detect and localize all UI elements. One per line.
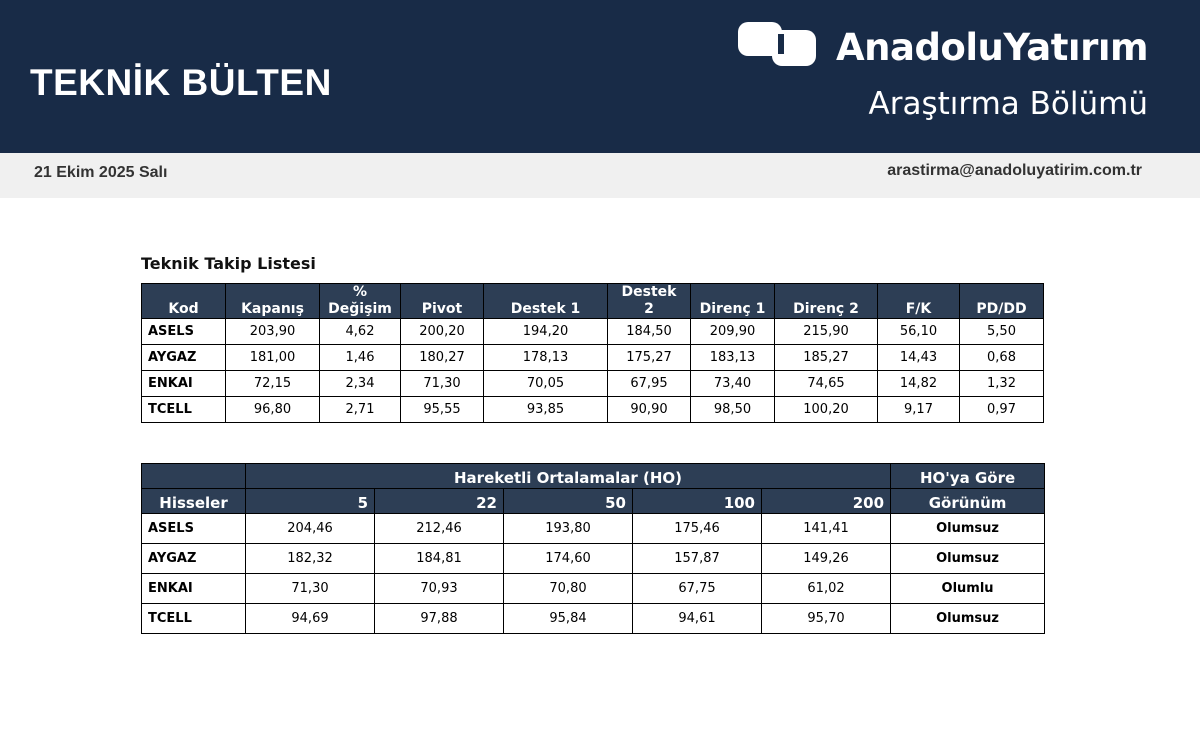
column-header: Kapanış [226,284,320,319]
table-cell: 14,82 [878,371,960,397]
period-header: 22 [375,489,504,514]
table-cell: 212,46 [375,514,504,544]
table-cell: 56,10 [878,319,960,345]
stock-code: AYGAZ [142,544,246,574]
table-cell: 70,80 [504,574,633,604]
department-name: Araştırma Bölümü [868,86,1148,122]
table-row [142,319,1044,345]
table-cell: 4,62 [320,319,401,345]
table-row [142,514,1045,544]
table-cell: 178,13 [484,345,608,371]
table-cell: 9,17 [878,397,960,423]
table-cell: 182,32 [246,544,375,574]
stock-code: ENKAI [142,371,226,397]
table-row [142,397,1044,423]
table-cell: 200,20 [401,319,484,345]
report-title: TEKNİK BÜLTEN [30,62,332,103]
column-header: Destek 1 [484,284,608,319]
table-cell: 61,02 [762,574,891,604]
table-row [142,604,1045,634]
table-cell: 183,13 [691,345,775,371]
column-header: F/K [878,284,960,319]
contact-email[interactable]: arastirma@anadoluyatirim.com.tr [887,162,1142,179]
table-row [142,371,1044,397]
table-cell: 181,00 [226,345,320,371]
table-cell: 0,68 [960,345,1044,371]
table-cell: 2,34 [320,371,401,397]
column-header: Kod [142,284,226,319]
brand-logo [738,22,1178,72]
table-cell: 141,41 [762,514,891,544]
table-cell: 157,87 [633,544,762,574]
view-header-bottom: Görünüm [891,489,1045,514]
table-cell: 72,15 [226,371,320,397]
table-cell: 175,46 [633,514,762,544]
table-cell: 0,97 [960,397,1044,423]
table-cell: 194,20 [484,319,608,345]
period-header: 50 [504,489,633,514]
column-header: PD/DD [960,284,1044,319]
table-cell: 67,75 [633,574,762,604]
table-cell: 97,88 [375,604,504,634]
report-header [0,0,1200,153]
table-cell: 184,81 [375,544,504,574]
watchlist-header-row [142,284,1044,319]
table-cell: 215,90 [775,319,878,345]
column-header: Pivot [401,284,484,319]
moving-averages-table [141,463,1045,634]
view-cell: Olumsuz [891,604,1045,634]
watchlist-table [141,283,1044,423]
stock-code: AYGAZ [142,345,226,371]
empty-header-cell [142,464,246,489]
stock-header: Hisseler [142,489,246,514]
table-cell: 204,46 [246,514,375,544]
table-row [142,345,1044,371]
table-cell: 70,93 [375,574,504,604]
table-cell: 193,80 [504,514,633,544]
table-row [142,574,1045,604]
report-date: 21 Ekim 2025 Salı [34,164,168,181]
table-cell: 209,90 [691,319,775,345]
view-header-top: HO'ya Göre [891,464,1045,489]
watchlist-title: Teknik Takip Listesi [141,254,316,273]
ma-period-header-row [142,489,1045,514]
table-cell: 5,50 [960,319,1044,345]
table-cell: 73,40 [691,371,775,397]
stock-code: TCELL [142,397,226,423]
table-cell: 96,80 [226,397,320,423]
table-cell: 70,05 [484,371,608,397]
table-cell: 71,30 [401,371,484,397]
column-header: Direnç 2 [775,284,878,319]
info-bar [0,153,1200,198]
table-cell: 67,95 [608,371,691,397]
view-cell: Olumsuz [891,544,1045,574]
table-cell: 184,50 [608,319,691,345]
table-cell: 203,90 [226,319,320,345]
ma-group-header: Hareketli Ortalamalar (HO) [246,464,891,489]
period-header: 200 [762,489,891,514]
table-cell: 149,26 [762,544,891,574]
stock-code: ASELS [142,319,226,345]
column-header: Direnç 1 [691,284,775,319]
table-cell: 98,50 [691,397,775,423]
stock-code: TCELL [142,604,246,634]
table-cell: 71,30 [246,574,375,604]
table-cell: 185,27 [775,345,878,371]
table-cell: 100,20 [775,397,878,423]
period-header: 5 [246,489,375,514]
stock-code: ASELS [142,514,246,544]
view-cell: Olumlu [891,574,1045,604]
table-cell: 94,61 [633,604,762,634]
speech-bubbles-icon [738,22,824,70]
table-cell: 90,90 [608,397,691,423]
brand-name: AnadoluYatırım [836,26,1149,69]
table-cell: 95,84 [504,604,633,634]
table-cell: 174,60 [504,544,633,574]
table-cell: 1,32 [960,371,1044,397]
table-cell: 180,27 [401,345,484,371]
column-header: % Değişim [320,284,401,319]
period-header: 100 [633,489,762,514]
column-header: Destek 2 [608,284,691,319]
table-cell: 95,70 [762,604,891,634]
table-cell: 95,55 [401,397,484,423]
table-cell: 2,71 [320,397,401,423]
table-cell: 14,43 [878,345,960,371]
table-cell: 175,27 [608,345,691,371]
table-cell: 1,46 [320,345,401,371]
table-cell: 94,69 [246,604,375,634]
stock-code: ENKAI [142,574,246,604]
table-cell: 74,65 [775,371,878,397]
view-cell: Olumsuz [891,514,1045,544]
table-cell: 93,85 [484,397,608,423]
table-row [142,544,1045,574]
ma-group-header-row [142,464,1045,489]
